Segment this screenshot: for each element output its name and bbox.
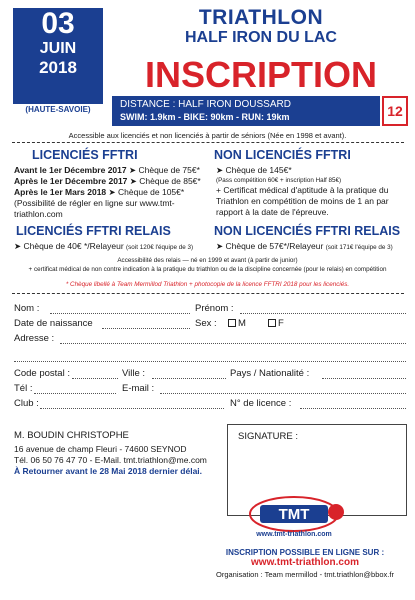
- relais-non-title: NON LICENCIÉS FFTRI RELAIS: [214, 224, 401, 238]
- sex-f-label: F: [278, 318, 284, 329]
- relais-info: [0, 256, 415, 274]
- region-label: (HAUTE-SAVOIE): [25, 105, 91, 114]
- label-cp: Code postal :: [14, 368, 70, 379]
- date-year: 2018: [39, 58, 77, 77]
- logo-letters: TMT: [278, 506, 310, 523]
- km-badge: 12: [382, 96, 408, 126]
- sex-m-label: M: [238, 318, 246, 329]
- footer-site-link[interactable]: www.tmt-triathlon.com: [251, 557, 359, 568]
- title-triathlon: TRIATHLON: [198, 6, 324, 29]
- distance-banner: [112, 96, 380, 126]
- online-title: INSCRIPTION POSSIBLE EN LIGNE SUR :: [225, 548, 385, 557]
- checkbox-m[interactable]: [228, 319, 236, 327]
- label-adresse: Adresse :: [14, 333, 55, 344]
- label-licence: N° de licence :: [230, 398, 292, 409]
- label-email: E-mail :: [122, 383, 155, 394]
- contact-tel: Tél. 06 50 76 47 70 - E-Mail. tmt.triathlon@me.com: [14, 455, 207, 465]
- licencies-title: LICENCIÉS FFTRI: [32, 148, 138, 162]
- sex-m-option[interactable]: [228, 318, 246, 329]
- licencies-prices: Avant le 1er Décembre 2017 ➤ Chèque de 75€* Après le 1er Décembre 2017 ➤ Chèque de 85€* Après le 1er Mars 2018 ➤ Chèque de 105€* (Possibilité de régler en ligne sur www.tmt-triathlon.com: [14, 165, 214, 220]
- relais-non-note: (soit 171€ l'équipe de 3): [325, 244, 393, 251]
- date-day: 03: [41, 7, 75, 40]
- price-line1: Chèque de 75€*: [138, 165, 200, 175]
- input-ville[interactable]: [152, 378, 226, 379]
- date-month: JUIN: [39, 40, 77, 57]
- relais-info-line2: + certificat médical de non contre indication à la pratique du triathlon ou de la discipline concernée (pour le relais) en compétition: [28, 266, 387, 273]
- label-naissance: Date de naissance: [14, 318, 93, 329]
- input-pays[interactable]: [322, 378, 406, 379]
- input-naissance[interactable]: [102, 328, 190, 329]
- label-club: Club :: [14, 398, 39, 409]
- label-ville: Ville :: [122, 368, 146, 379]
- price-line3-label: Après le 1er Mars 2018: [14, 187, 107, 197]
- org-email[interactable]: - tmt.triathlon@bbox.fr: [319, 570, 394, 579]
- input-adresse-2[interactable]: [14, 361, 406, 362]
- input-tel[interactable]: [34, 393, 116, 394]
- deadline: À Retourner avant le 28 Mai 2018 dernier délai.: [14, 466, 203, 476]
- non-licencies-title: NON LICENCIÉS FFTRI: [214, 148, 351, 162]
- swim-bike-run-line: SWIM: 1.9km - BIKE: 90km - RUN: 19km: [120, 112, 290, 122]
- non-licencies-info: ➤ Chèque de 145€* (Pass compétition 60€ + inscription Half 85€) + Certificat médical d'aptitude à la pratique du Triathlon en compétition de moins de 1 an par rapport à la date de l'épreuve.: [216, 165, 408, 218]
- price-line1-label: Avant le 1er Décembre 2017: [14, 165, 127, 175]
- label-pays: Pays / Nationalité :: [230, 368, 310, 379]
- non-lic-price-note: (Pass compétition 60€ + inscription Half 85€): [216, 177, 342, 184]
- price-line2: Chèque de 85€*: [139, 176, 201, 186]
- input-adresse[interactable]: [60, 343, 406, 344]
- tmt-logo: [236, 494, 356, 538]
- input-club[interactable]: [40, 408, 224, 409]
- signature-label: SIGNATURE :: [238, 431, 298, 442]
- logo-url: www.tmt-triathlon.com: [256, 531, 332, 538]
- label-nom: Nom :: [14, 303, 40, 314]
- input-prenom[interactable]: [240, 313, 406, 314]
- non-lic-cert: + Certificat médical d'aptitude à la pratique du Triathlon en compétition de moins de 1 an par rapport à la date de l'épreuve.: [216, 185, 389, 217]
- relais-info-line1: Accessibilité des relais — né en 1999 et avant (à partir de junior): [117, 257, 298, 264]
- separator: [12, 293, 404, 294]
- label-prenom: Prénom :: [195, 303, 234, 314]
- input-licence[interactable]: [300, 408, 406, 409]
- price-line3: Chèque de 105€*: [118, 187, 185, 197]
- access-note: Accessible aux licenciés et non licenciés à partir de séniors (Née en 1998 et avant).: [68, 131, 347, 140]
- tmt-logo-graphic: [236, 494, 356, 538]
- non-lic-price: Chèque de 145€*: [225, 165, 292, 175]
- contact-block: [14, 430, 226, 477]
- footer-org: [200, 570, 410, 579]
- price-line2-label: Après le 1er Décembre 2017: [14, 176, 128, 186]
- title-half-iron: HALF IRON DU LAC: [185, 29, 337, 46]
- sex-f-option[interactable]: [268, 318, 284, 329]
- relais-lic-price: Chèque de 40€ */Relayeur: [23, 241, 124, 251]
- relais-lic-price-row: ➤ Chèque de 40€ */Relayeur (soit 120€ l'équipe de 3): [14, 241, 194, 251]
- relais-lic-title: LICENCIÉS FFTRI RELAIS: [16, 224, 171, 238]
- contact-name: M. BOUDIN CHRISTOPHE: [14, 430, 129, 441]
- title-inscription: INSCRIPTION: [144, 54, 377, 95]
- label-tel: Tél :: [14, 383, 33, 394]
- separator: [12, 142, 404, 143]
- input-nom[interactable]: [50, 313, 190, 314]
- contact-address: 16 avenue de champ Fleuri - 74600 SEYNOD: [14, 444, 187, 454]
- date-box: [13, 8, 103, 104]
- input-email[interactable]: [160, 393, 406, 394]
- input-cp[interactable]: [72, 378, 118, 379]
- relais-lic-note: (soit 120€ l'équipe de 3): [126, 244, 194, 251]
- label-sexe: Sex :: [195, 318, 217, 329]
- online-payment-note: (Possibilité de régler en ligne sur www.tmt-triathlon.com: [14, 198, 175, 219]
- footer: [200, 548, 410, 579]
- relais-non-price: Chèque de 57€*/Relayeur: [225, 241, 324, 251]
- distance-line: DISTANCE : HALF IRON DOUSSARD: [120, 99, 291, 110]
- org-label: Organisation : Team mermillod: [216, 570, 318, 579]
- relais-non-price-row: ➤ Chèque de 57€*/Relayeur (soit 171€ l'équipe de 3): [216, 241, 393, 251]
- cheque-note: * Chèque libellé à Team Mermillod Triathlon + photocopie de la licence FFTRI 2018 pour les licenciés.: [65, 281, 350, 288]
- checkbox-f[interactable]: [268, 319, 276, 327]
